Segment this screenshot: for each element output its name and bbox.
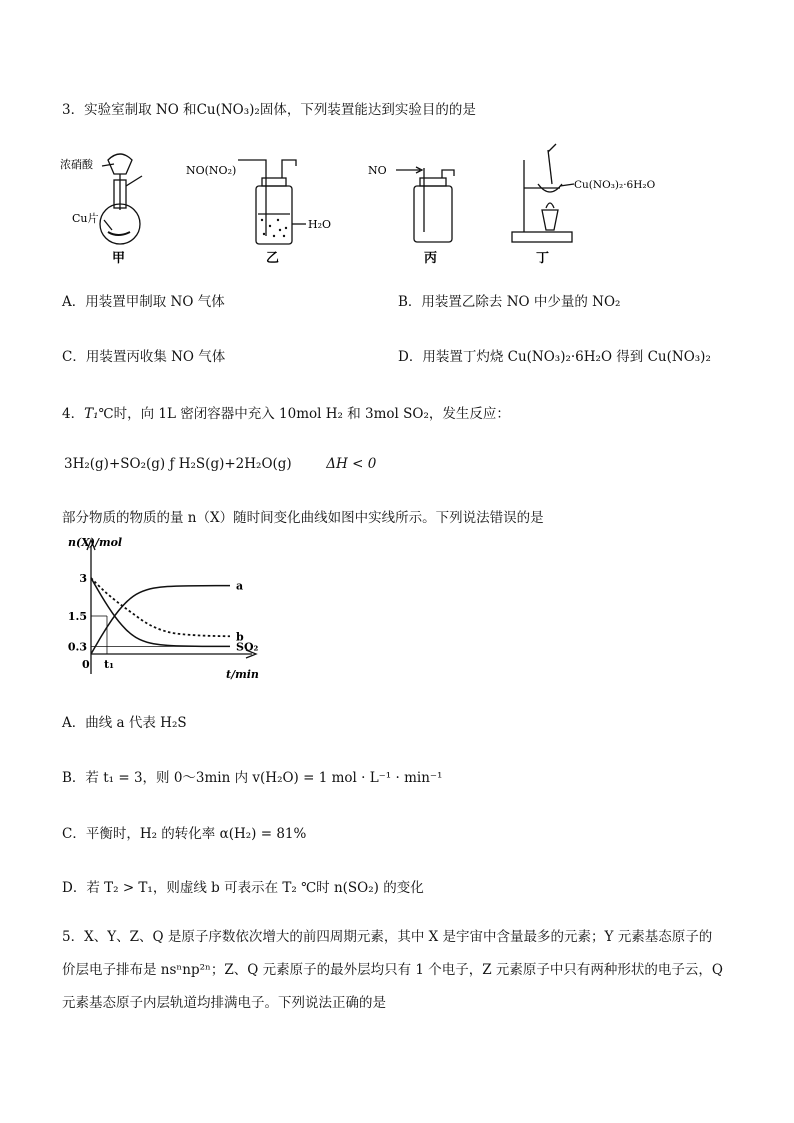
jia-name: 甲 xyxy=(112,251,126,266)
bing-gas-label: NO xyxy=(368,164,387,177)
x-axis-label: t/min xyxy=(226,668,259,681)
series-label-1: a xyxy=(236,579,244,593)
y-axis-label: n(X)/mol xyxy=(68,536,123,549)
q4-stem-rest: ℃时，向 1L 密闭容器中充入 10mol H₂ 和 3mol SO₂，发生反应： xyxy=(98,406,510,422)
q4-option-c: C．平衡时，H₂ 的转化率 α(H₂) = 81% xyxy=(62,826,307,842)
chart-series-labels xyxy=(236,580,259,654)
series-label-3: SO₂ xyxy=(236,640,259,654)
q4-option-d: D．若 T₂ > T₁，则虚线 b 可表示在 T₂ ℃时 n(SO₂) 的变化 xyxy=(62,880,424,896)
q4-option-b: B．若 t₁ = 3，则 0～3min 内 v(H₂O) = 1 mol · L⁻¹ · min⁻¹ xyxy=(62,770,443,786)
q4-equation: 3H₂(g)+SO₂(g) ƒ H₂S(g)+2H₂O(g) xyxy=(64,456,292,472)
q3-apparatus-figure xyxy=(60,140,700,270)
q3-stem-tail: 固体，下列装置能达到实验目的的是 xyxy=(259,102,476,118)
q3-option-d: D．用装置丁灼烧 Cu(NO₃)₂·6H₂O 得到 Cu(NO₃)₂ xyxy=(398,349,711,365)
y-tick-label: 1.5 xyxy=(67,610,87,623)
q4-enthalpy: ΔH < 0 xyxy=(326,456,377,472)
q4-equation-line xyxy=(64,456,376,472)
series-label-2: b xyxy=(236,630,244,644)
q5-line-3: 元素基态原子内层轨道均排满电子。下列说法正确的是 xyxy=(62,995,386,1011)
q3-stem xyxy=(62,98,476,118)
q4-option-a: A．曲线 a 代表 H₂S xyxy=(62,715,187,731)
yi-gas-label: NO(NO₂) xyxy=(186,164,237,177)
jia-cu-label: Cu片 xyxy=(72,212,99,225)
yi-water-label: H₂O xyxy=(308,218,332,231)
apparatus-jia xyxy=(100,154,142,244)
q3-option-b: B．用装置乙除去 NO 中少量的 NO₂ xyxy=(398,294,621,310)
ding-salt-label: Cu(NO₃)₂·6H₂O xyxy=(574,179,656,191)
yi-name: 乙 xyxy=(266,251,280,266)
apparatus-bing xyxy=(396,167,454,242)
q3-stem-formula: Cu(NO₃)₂ xyxy=(196,102,260,118)
apparatus-ding xyxy=(512,144,574,242)
yi-water-bubbles xyxy=(261,219,287,237)
series-line-1 xyxy=(91,586,230,654)
chart-series xyxy=(91,578,230,654)
q3-option-a: A．用装置甲制取 NO 气体 xyxy=(62,294,225,310)
bing-name: 丙 xyxy=(424,251,438,266)
x-tick-label: t₁ xyxy=(103,658,114,671)
q4-stem xyxy=(62,402,510,422)
apparatus-yi xyxy=(238,160,306,244)
jia-acid-label: 浓硝酸 xyxy=(60,158,93,171)
y-tick-label: 0.3 xyxy=(67,640,87,654)
q5-line-1: 5．X、Y、Z、Q 是原子序数依次增大的前四周期元素，其中 X 是宇宙中含量最多的元素；Y 元素基态原子的 xyxy=(62,929,713,945)
x-tick-label: 0 xyxy=(82,658,90,671)
q4-description: 部分物质的物质的量 n（X）随时间变化曲线如图中实线所示。下列说法错误的是 xyxy=(62,510,544,526)
ding-name: 丁 xyxy=(536,251,550,266)
q4-chart xyxy=(60,536,280,686)
q3-stem-text: 3．实验室制取 NO 和 xyxy=(62,102,197,118)
q4-stem-temp: T₁ xyxy=(84,406,99,422)
q5-line-2: 价层电子排布是 nsⁿnp²ⁿ；Z、Q 元素原子的最外层均只有 1 个电子，Z 元素原子中只有两种形状的电子云，Q xyxy=(62,962,723,978)
q4-stem-prefix: 4． xyxy=(62,406,85,422)
y-tick-label: 3 xyxy=(79,572,87,585)
q3-option-c: C．用装置丙收集 NO 气体 xyxy=(62,349,226,365)
